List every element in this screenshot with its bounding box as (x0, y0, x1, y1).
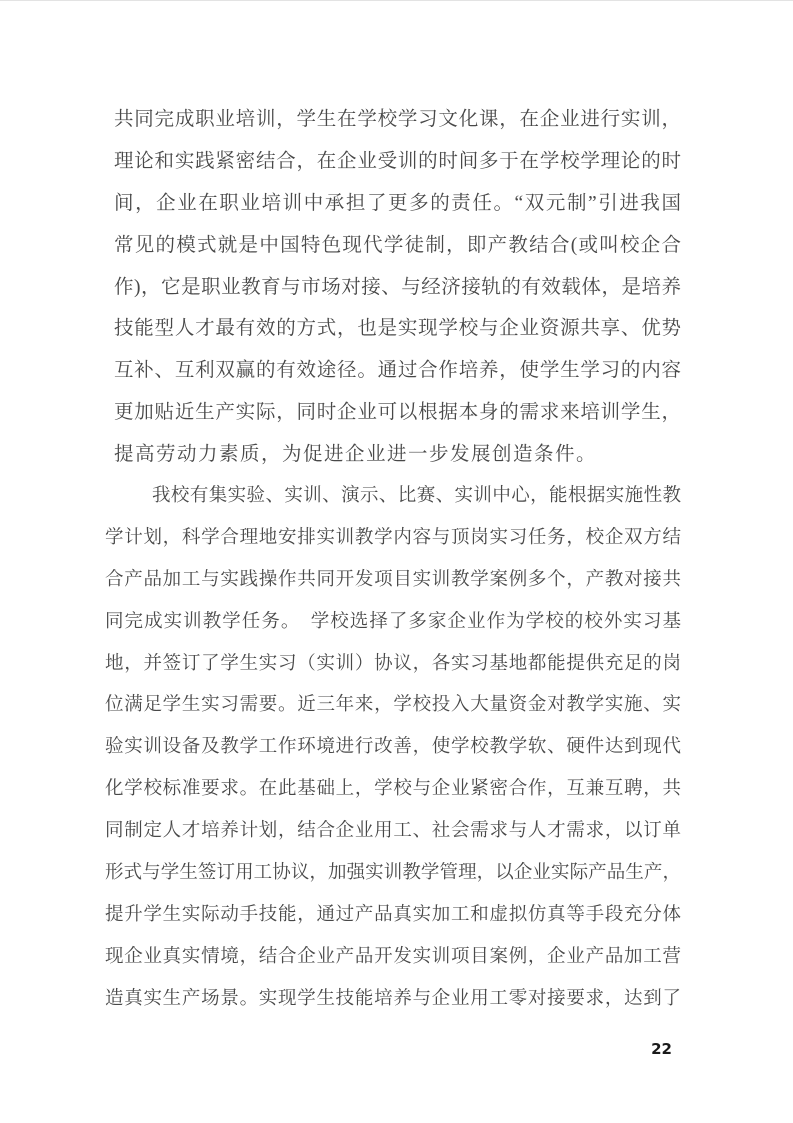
text-line: 学计划，科学合理地安排实训教学内容与顶岗实习任务，校企双方结 (105, 527, 681, 548)
text-line: 形式与学生签订用工协议，加强实训教学管理，以企业实际产品生产， (105, 863, 681, 884)
text-line: 间，企业在职业培训中承担了更多的责任。“双元制”引进我国 (114, 192, 681, 214)
text-line: 造真实生产场景。实现学生技能培养与企业用工零对接要求，达到了 (105, 988, 681, 1009)
text-line: 技能型人才最有效的方式，也是实现学校与企业资源共享、优势 (114, 318, 681, 340)
text-line: 验实训设备及教学工作环境进行改善，使学校教学软、硬件达到现代 (105, 737, 681, 758)
text-line: 更加贴近生产实际，同时企业可以根据本身的需求来培训学生， (114, 402, 681, 424)
text-line: 同制定人才培养计划，结合企业用工、社会需求与人才需求，以订单 (105, 821, 681, 842)
text-line: 地，并签订了学生实习（实训）协议，各实习基地都能提供充足的岗 (105, 653, 681, 674)
page-body (105, 99, 681, 1021)
text-line: 位满足学生实习需要。近三年来，学校投入大量资金对教学实施、实 (105, 695, 681, 716)
text-line: 我校有集实验、实训、演示、比赛、实训中心，能根据实施性教 (152, 486, 681, 507)
text-line: 共同完成职业培训，学生在学校学习文化课，在企业进行实训， (114, 109, 681, 130)
text-line: 同完成实训教学任务。 学校选择了多家企业作为学校的校外实习基 (105, 611, 681, 632)
text-line: 化学校标准要求。在此基础上，学校与企业紧密合作，互兼互聘，共 (105, 779, 681, 800)
text-line: 常见的模式就是中国特色现代学徒制，即产教结合(或叫校企合 (114, 234, 681, 256)
paragraph-dual-system-training-mode (105, 99, 681, 476)
page-number: 22 (651, 1040, 672, 1058)
text-line: 提高劳动力素质，为促进企业进一步发展创造条件。 (114, 444, 598, 466)
paragraph-school-practice-training (105, 476, 681, 1021)
text-line: 互补、互利双赢的有效途径。通过合作培养，使学生学习的内容 (114, 360, 681, 382)
text-line: 现企业真实情境，结合企业产品开发实训项目案例，企业产品加工营 (105, 946, 681, 967)
text-line: 理论和实践紧密结合，在企业受训的时间多于在学校学理论的时 (114, 150, 681, 172)
text-line: 作)，它是职业教育与市场对接、与经济接轨的有效载体，是培养 (114, 276, 681, 298)
text-line: 合产品加工与实践操作共同开发项目实训教学案例多个，产教对接共 (105, 569, 681, 590)
text-line: 提升学生实际动手技能，通过产品真实加工和虚拟仿真等手段充分体 (105, 904, 681, 925)
